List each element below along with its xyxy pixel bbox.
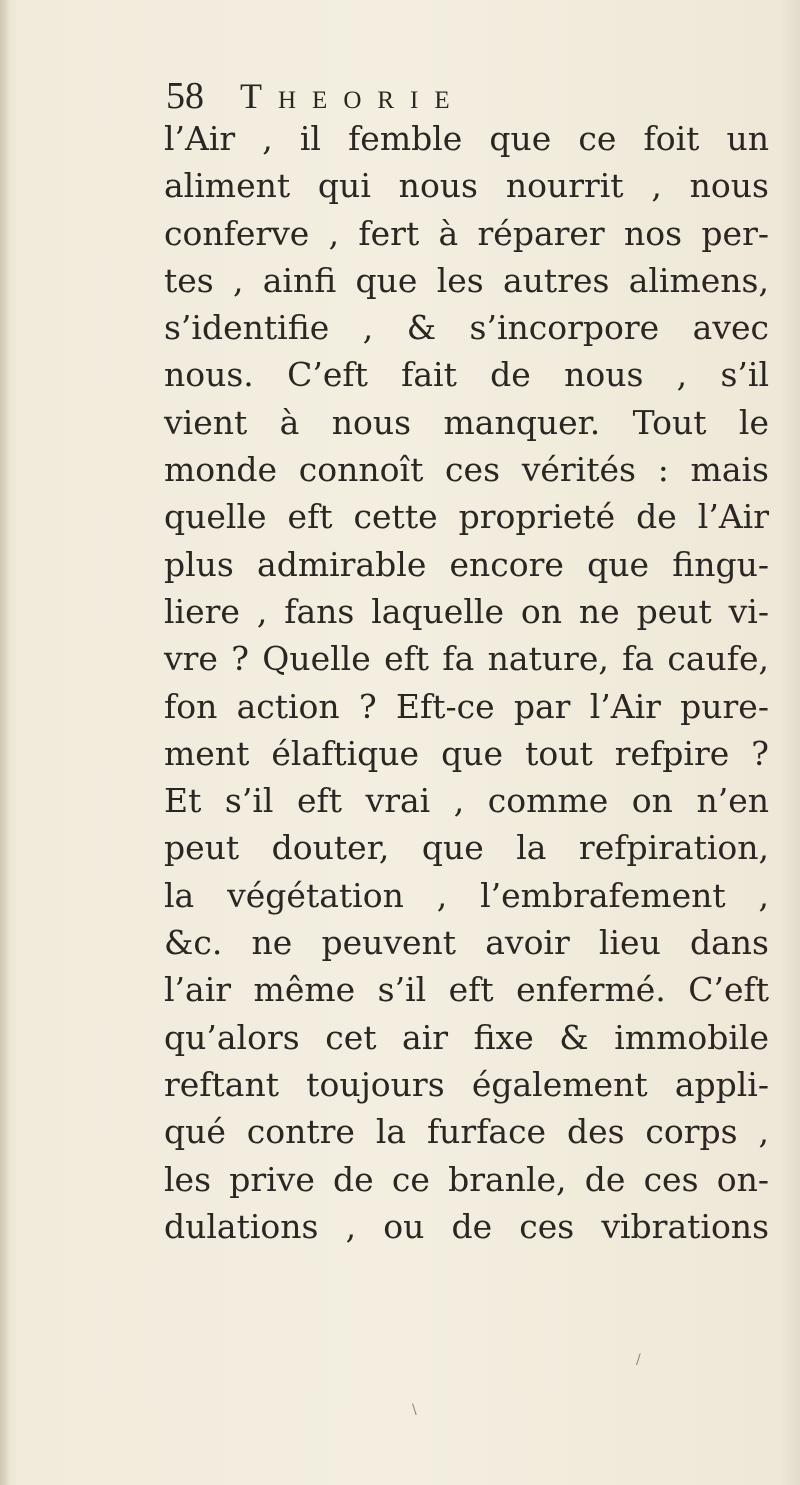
text-line: Et s’il eft vrai , comme on n’en (164, 781, 769, 821)
text-line: vient à nous manquer. Tout le (164, 402, 769, 442)
text-line: tes , ainfi que les autres alimens, (164, 260, 769, 300)
text-line: quelle eft cette proprieté de l’Air (164, 497, 769, 537)
text-line: plus admirable encore que fingu- (164, 544, 769, 584)
text-line: s’identifie , & s’incorpore avec (164, 308, 769, 348)
text-line: qu’alors cet air fixe & immobile (164, 1017, 769, 1057)
text-line: l’Air , il femble que ce foit un (164, 119, 769, 158)
paper-mark: \ (412, 1402, 417, 1418)
text-line: les prive de ce branle, de ces on- (164, 1159, 769, 1199)
text-line: vre ? Quelle eft fa nature, fa caufe, (164, 639, 769, 679)
text-line: fon action ? Eft-ce par l’Air pure- (164, 686, 769, 726)
text-line: nous. C’eft fait de nous , s’il (164, 355, 769, 395)
text-line: monde connoît ces vérités : mais (164, 450, 769, 490)
body-text (164, 115, 769, 1250)
text-line: aliment qui nous nourrit , nous (164, 166, 769, 206)
text-line: liere , fans laquelle on ne peut vi- (164, 591, 769, 631)
text-line: &c. ne peuvent avoir lieu dans (164, 923, 769, 963)
paper-mark: / (636, 1352, 641, 1368)
text-line: dulations , ou de ces vibrations (164, 1206, 769, 1246)
text-line: l’air même s’il eft enfermé. C’eft (164, 970, 769, 1010)
text-line: ment élaftique que tout refpire ? (164, 733, 769, 773)
text-line: reftant toujours également appli- (164, 1064, 769, 1104)
text-line: la végétation , l’embrafement , (164, 875, 769, 915)
page-gutter-shadow (0, 0, 10, 1485)
text-line: conferve , fert à réparer nos per- (164, 213, 769, 253)
text-line: qué contre la furface des corps , (164, 1112, 769, 1152)
running-title: Theorie (240, 76, 466, 116)
text-line: peut douter, que la refpiration, (164, 828, 769, 868)
page-number: 58 (166, 75, 204, 117)
